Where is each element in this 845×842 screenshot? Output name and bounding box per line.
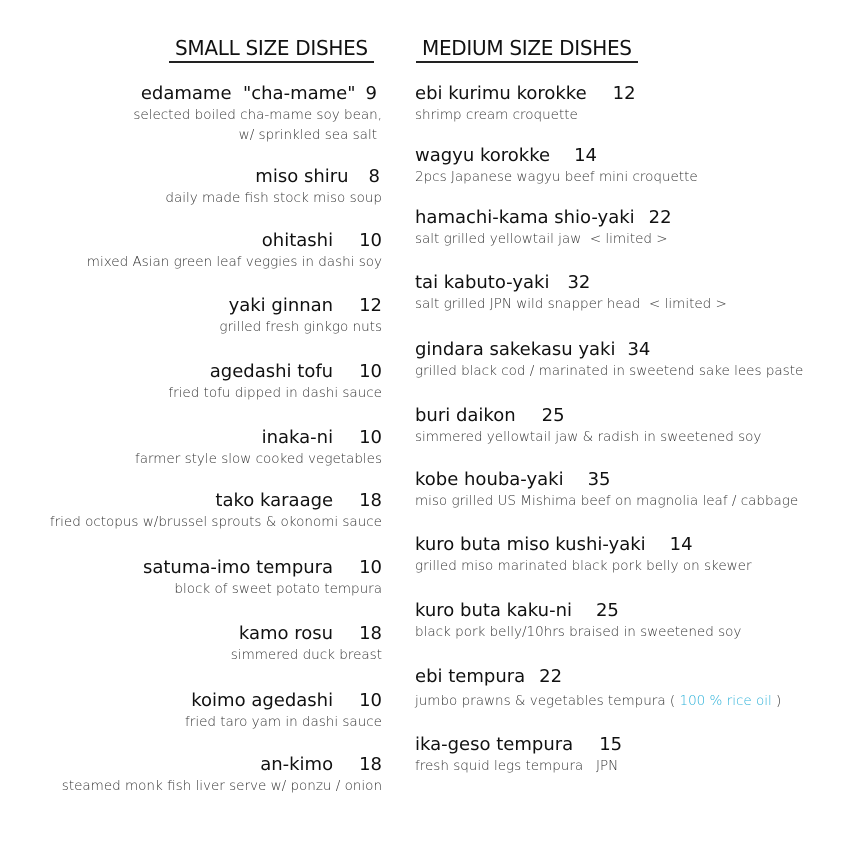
dish-name: wagyu korokke bbox=[415, 145, 551, 166]
menu-item bbox=[0, 623, 382, 665]
dish-name: yaki ginnan bbox=[228, 295, 334, 316]
dish-name: koimo agedashi bbox=[191, 690, 334, 711]
dish-name: ika-geso tempura bbox=[415, 734, 574, 755]
dish-price: 18 bbox=[359, 490, 382, 511]
dish-description: miso grilled US Mishima beef on magnolia leaf / cabbage bbox=[415, 493, 799, 509]
dish-price: 22 bbox=[539, 666, 563, 687]
dish-price: 10 bbox=[359, 361, 382, 382]
menu-item bbox=[0, 557, 382, 599]
dish-name: buri daikon bbox=[415, 405, 516, 426]
menu-item bbox=[415, 339, 835, 381]
dish-name: miso shiru bbox=[255, 166, 349, 187]
dish-price: 10 bbox=[359, 557, 382, 578]
dish-name: ohitashi bbox=[261, 230, 334, 251]
dish-price: 25 bbox=[541, 405, 565, 426]
menu-item bbox=[0, 690, 382, 732]
dish-name: kamo rosu bbox=[238, 623, 334, 644]
dish-description: salt grilled yellowtail jaw < limited > bbox=[415, 231, 668, 247]
dish-price: 10 bbox=[359, 690, 382, 711]
menu-item bbox=[415, 145, 835, 187]
dish-price: 14 bbox=[669, 534, 693, 555]
dish-price: 18 bbox=[359, 623, 382, 644]
dish-description bbox=[415, 691, 835, 711]
menu-item bbox=[0, 361, 382, 403]
dish-price: 12 bbox=[612, 83, 636, 104]
dish-name: ebi kurimu korokke bbox=[415, 83, 587, 104]
menu-item bbox=[415, 405, 835, 447]
dish-price: 32 bbox=[567, 272, 591, 293]
menu-item bbox=[0, 490, 382, 532]
menu-item bbox=[415, 469, 835, 511]
dish-name: tako karaage bbox=[215, 490, 334, 511]
dish-price: 15 bbox=[599, 734, 623, 755]
dish-price: 8 bbox=[368, 166, 380, 187]
small-dishes-heading: SMALL SIZE DISHES bbox=[169, 35, 374, 63]
dish-description: grilled fresh ginkgo nuts bbox=[219, 319, 382, 335]
dish-price: 12 bbox=[359, 295, 382, 316]
dish-price: 9 bbox=[365, 83, 377, 104]
medium-dishes-heading: MEDIUM SIZE DISHES bbox=[416, 35, 638, 63]
menu-item bbox=[0, 754, 382, 796]
dish-description: fried taro yam in dashi sauce bbox=[185, 714, 382, 730]
dish-description: grilled miso marinated black pork belly on skewer bbox=[415, 558, 752, 574]
menu-item bbox=[0, 230, 382, 272]
menu-item bbox=[415, 666, 835, 711]
dish-description: simmered yellowtail jaw & radish in sweetened soy bbox=[415, 429, 762, 445]
dish-price: 14 bbox=[574, 145, 597, 166]
dish-description: daily made fish stock miso soup bbox=[165, 190, 382, 206]
dish-description-text: jumbo prawns & vegetables tempura ( bbox=[415, 693, 676, 709]
dish-description: black pork belly/10hrs braised in sweetened soy bbox=[415, 624, 742, 640]
dish-name: ebi tempura bbox=[415, 666, 526, 687]
dish-name: kobe houba-yaki bbox=[415, 469, 564, 490]
dish-name: kuro buta kaku-ni bbox=[415, 600, 572, 621]
menu-item bbox=[415, 272, 835, 314]
dish-name: edamame "cha-mame" bbox=[140, 83, 356, 104]
dish-description: fried octopus w/brussel sprouts & okonomi sauce bbox=[49, 514, 382, 530]
dish-price: 18 bbox=[359, 754, 382, 775]
dish-description: 2pcs Japanese wagyu beef mini croquette bbox=[415, 169, 698, 185]
dish-description: farmer style slow cooked vegetables bbox=[134, 451, 382, 467]
dish-price: 10 bbox=[359, 230, 382, 251]
dish-description: fresh squid legs tempura JPN bbox=[415, 758, 619, 774]
dish-price: 25 bbox=[595, 600, 619, 621]
dish-description-end: ) bbox=[776, 693, 782, 709]
dish-description: salt grilled JPN wild snapper head < limited > bbox=[415, 296, 727, 312]
menu-item bbox=[0, 166, 382, 208]
dish-description: w/ sprinkled sea salt bbox=[238, 127, 377, 143]
menu-item bbox=[415, 207, 835, 249]
dish-description: selected boiled cha-mame soy bean, bbox=[133, 107, 382, 123]
dish-description: grilled black cod / marinated in sweetend sake lees paste bbox=[415, 363, 804, 379]
menu-item bbox=[0, 427, 382, 469]
menu-item bbox=[415, 534, 835, 576]
dish-price: 22 bbox=[648, 207, 672, 228]
dish-description: simmered duck breast bbox=[230, 647, 382, 663]
dish-name: gindara sakekasu yaki bbox=[415, 339, 616, 360]
menu-item bbox=[415, 83, 835, 125]
dish-description: fried tofu dipped in dashi sauce bbox=[168, 385, 382, 401]
menu-item bbox=[415, 600, 835, 642]
menu-item bbox=[0, 295, 382, 337]
dish-price: 35 bbox=[587, 469, 611, 490]
dish-name: kuro buta miso kushi-yaki bbox=[415, 534, 646, 555]
dish-name: inaka-ni bbox=[261, 427, 334, 448]
dish-name: an-kimo bbox=[260, 754, 334, 775]
dish-name: tai kabuto-yaki bbox=[415, 272, 550, 293]
dish-name: satuma-imo tempura bbox=[142, 557, 334, 578]
dish-name: hamachi-kama shio-yaki bbox=[415, 207, 635, 228]
dish-description: mixed Asian green leaf veggies in dashi soy bbox=[86, 254, 382, 270]
dish-description: shrimp cream croquette bbox=[415, 107, 578, 123]
dish-price: 10 bbox=[359, 427, 382, 448]
dish-description: block of sweet potato tempura bbox=[174, 581, 382, 597]
dish-name: agedashi tofu bbox=[209, 361, 334, 382]
rice-oil-note: 100 % rice oil bbox=[675, 693, 777, 709]
dish-price: 34 bbox=[627, 339, 651, 360]
dish-description: steamed monk fish liver serve w/ ponzu / onion bbox=[61, 778, 382, 794]
menu-item bbox=[0, 83, 382, 145]
menu-item bbox=[415, 734, 835, 776]
